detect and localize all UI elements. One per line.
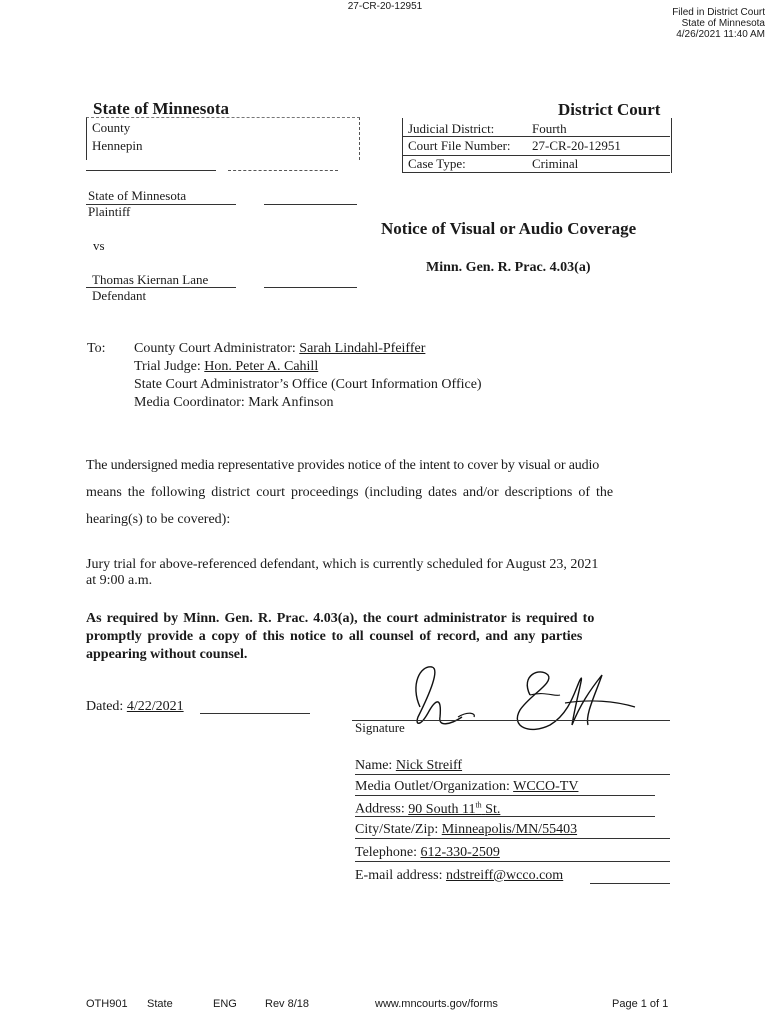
footer-language: ENG — [213, 998, 237, 1010]
requirement-line2: promptly provide a copy of this notice to all counsel of record, and any parties — [86, 629, 583, 644]
requirement-line3: appearing without counsel. — [86, 647, 248, 662]
phone-underline — [355, 861, 670, 862]
notice-title: Notice of Visual or Audio Coverage — [381, 219, 637, 238]
city-label: City/State/Zip: — [355, 822, 439, 837]
address-ordinal: th — [475, 800, 482, 809]
filed-stamp-line3: 4/26/2021 11:40 AM — [676, 29, 765, 40]
court-file-label: Court File Number: — [408, 138, 511, 153]
judicial-district-underline — [402, 136, 670, 137]
state-title: State of Minnesota — [93, 99, 229, 118]
email-value: ndstreiff@wcco.com — [445, 868, 564, 883]
judicial-district-label: Judicial District: — [408, 121, 495, 136]
case-type-label: Case Type: — [408, 156, 466, 171]
email-field — [355, 868, 563, 884]
footer-page-number: Page 1 of 1 — [612, 998, 669, 1010]
plaintiff-line-2 — [264, 204, 357, 205]
signature-label: Signature — [355, 720, 405, 735]
outlet-value: WCCO-TV — [513, 779, 579, 794]
footer-revision: Rev 8/18 — [265, 998, 310, 1010]
address-suffix: St. — [485, 801, 501, 817]
address-value: 90 South 11 — [408, 801, 476, 817]
county-value: Hennepin — [92, 138, 143, 153]
defendant-label: Defendant — [92, 288, 147, 303]
court-title: District Court — [558, 100, 661, 119]
recipient-state-office: State Court Administrator’s Office (Court Information Office) — [134, 377, 482, 392]
phone-label: Telephone: — [355, 845, 417, 860]
dated-underline — [200, 713, 310, 714]
phone-value: 612-330-2509 — [420, 845, 500, 860]
to-label: To: — [87, 341, 106, 356]
defendant-line-2 — [264, 287, 357, 288]
judge-prefix: Trial Judge: — [134, 359, 201, 374]
city-field — [355, 822, 577, 838]
outlet-label: Media Outlet/Organization: — [355, 779, 510, 794]
versus-label: vs — [93, 238, 105, 253]
notice-paragraph-line3: hearing(s) to be covered): — [86, 512, 231, 527]
county-label: County — [92, 120, 131, 135]
phone-field — [355, 845, 500, 861]
recipient-media-coordinator: Media Coordinator: Mark Anfinson — [134, 395, 334, 410]
admin-name: Sarah Lindahl-Pfeiffer — [299, 341, 426, 356]
judicial-district-value: Fourth — [532, 121, 567, 136]
city-underline — [355, 838, 670, 839]
address-field — [355, 800, 500, 818]
outlet-underline — [355, 795, 655, 796]
hearing-description-line1: Jury trial for above-referenced defendant, which is currently scheduled for August 23, 2021 — [86, 557, 599, 572]
dated-value: 4/22/2021 — [126, 699, 184, 714]
rule-citation: Minn. Gen. R. Prac. 4.03(a) — [426, 260, 591, 275]
address-label: Address: — [355, 801, 405, 817]
name-value: Nick Streiff — [395, 758, 463, 773]
requirement-line1: As required by Minn. Gen. R. Prac. 4.03(a), the court administrator is required to — [86, 611, 595, 626]
city-value: Minneapolis/MN/55403 — [441, 822, 578, 837]
admin-prefix: County Court Administrator: — [134, 341, 296, 356]
email-label: E-mail address: — [355, 868, 443, 883]
dated-label: Dated: — [86, 699, 124, 714]
footer-state: State — [147, 998, 173, 1010]
hearing-description-line2: at 9:00 a.m. — [86, 573, 153, 588]
court-file-value: 27-CR-20-12951 — [532, 138, 621, 153]
case-type-underline — [402, 172, 670, 173]
defendant-name: Thomas Kiernan Lane — [92, 272, 209, 287]
county-underline-dashed — [228, 170, 338, 171]
email-underline — [590, 883, 670, 884]
dated-field — [86, 699, 184, 715]
county-underline — [86, 170, 216, 171]
judge-name: Hon. Peter A. Cahill — [204, 359, 319, 374]
recipient-admin — [134, 341, 425, 357]
filed-stamp-line2: State of Minnesota — [681, 18, 765, 29]
handwritten-signature — [380, 655, 670, 745]
recipient-judge — [134, 359, 318, 375]
name-underline — [355, 774, 670, 775]
footer-url[interactable]: www.mncourts.gov/forms — [375, 998, 498, 1010]
plaintiff-label: Plaintiff — [88, 204, 131, 219]
address-underline — [355, 816, 655, 817]
filed-stamp — [672, 7, 765, 40]
plaintiff-name: State of Minnesota — [88, 188, 187, 203]
notice-paragraph-line2: means the following district court proceedings (including dates and/or descriptions of the — [86, 485, 614, 500]
top-case-number: 27-CR-20-12951 — [347, 1, 423, 12]
name-label: Name: — [355, 758, 393, 773]
footer-form-code: OTH901 — [86, 998, 128, 1010]
outlet-field — [355, 779, 578, 795]
filed-stamp-line1: Filed in District Court — [672, 7, 765, 18]
name-field — [355, 758, 462, 774]
case-type-value: Criminal — [532, 156, 579, 171]
notice-paragraph-line1: The undersigned media representative provides notice of the intent to cover by visual or audio — [86, 458, 600, 473]
